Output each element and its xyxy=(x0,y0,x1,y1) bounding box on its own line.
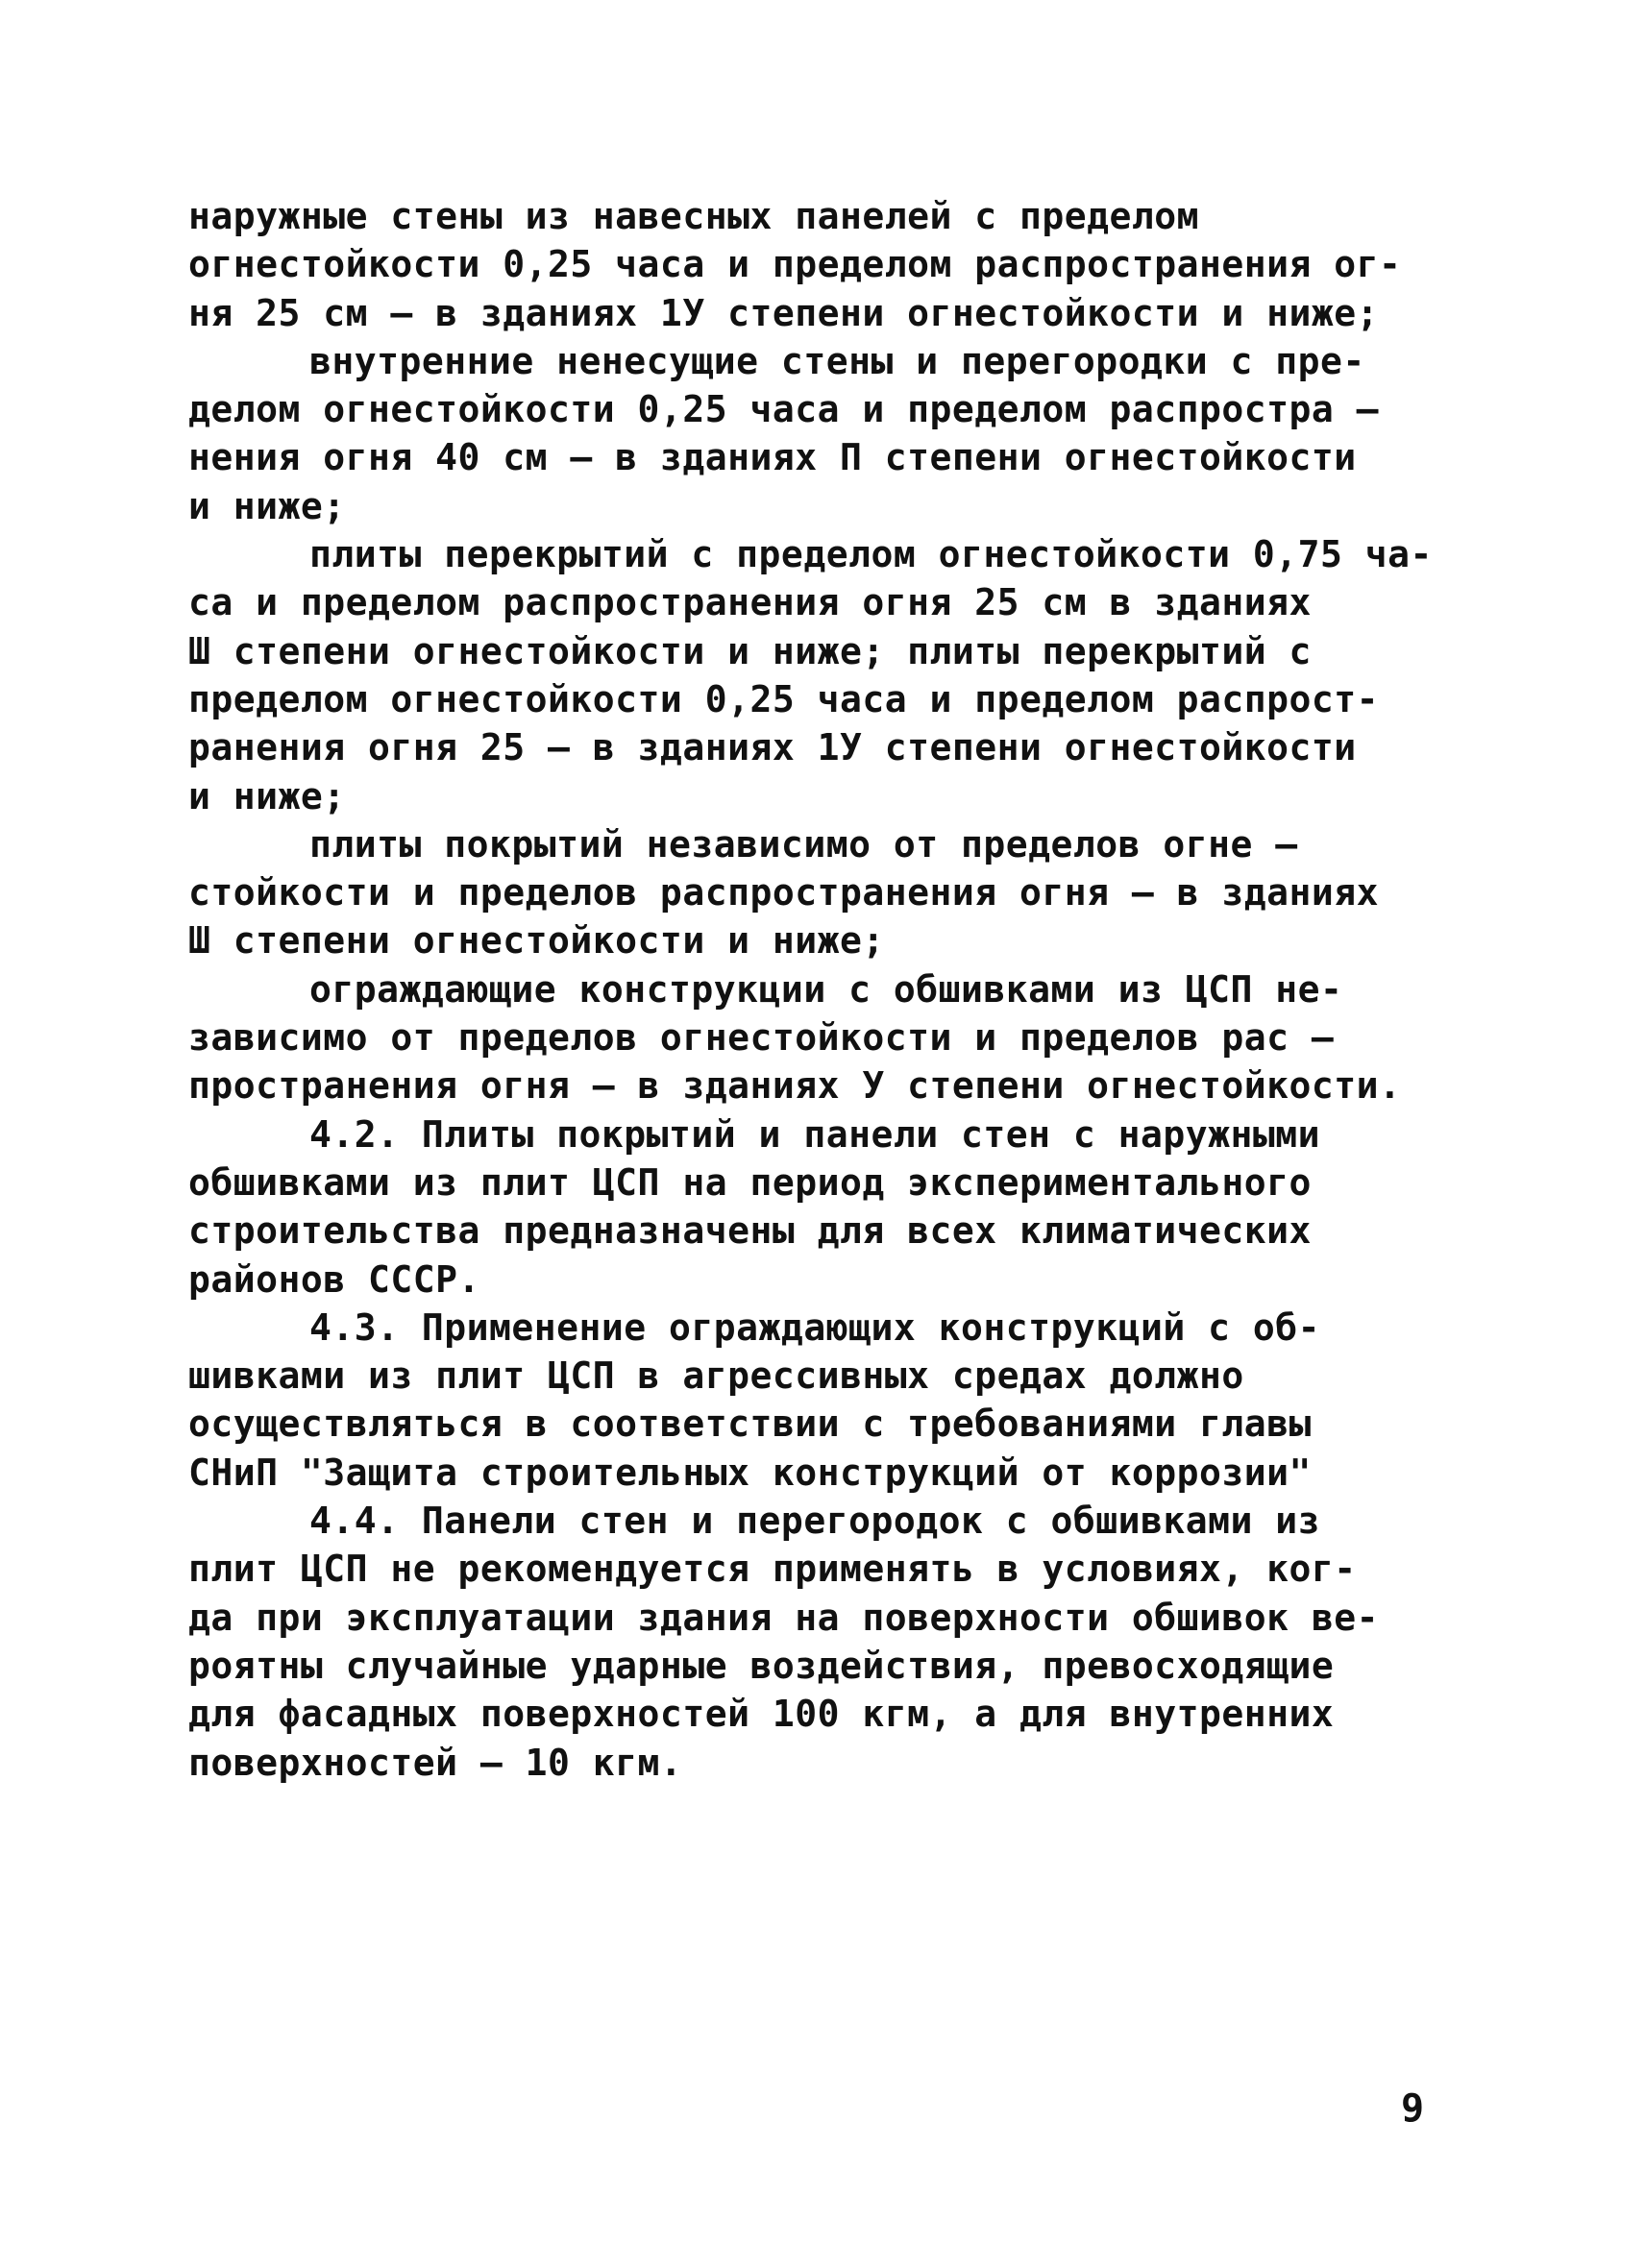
text-line: плиты покрытий независимо от пределов огне – xyxy=(309,822,1298,866)
text-line: осуществляться в соответствии с требованиями главы xyxy=(188,1402,1312,1446)
text-line: плит ЦСП не рекомендуется применять в условиях, ког- xyxy=(188,1548,1357,1591)
text-line: и ниже; xyxy=(188,774,346,817)
text-line: ранения огня 25 – в зданиях 1У степени огнестойкости xyxy=(188,726,1357,769)
text-line: поверхностей – 10 кгм. xyxy=(188,1741,683,1784)
text-line: пространения огня – в зданиях У степени огнестойкости. xyxy=(188,1064,1402,1108)
page-number: 9 xyxy=(1401,2086,1425,2131)
text-line: районов СССР. xyxy=(188,1257,480,1301)
section-4-4-line: 4.4. Панели стен и перегородок с обшивками из xyxy=(309,1500,1321,1543)
text-line: нения огня 40 см – в зданиях П степени огнестойкости xyxy=(188,436,1357,479)
text-line: СНиП "Защита строительных конструкций от коррозии" xyxy=(188,1451,1312,1494)
text-line: внутренние ненесущие стены и перегородки с пре- xyxy=(309,339,1365,382)
text-line: Ш степени огнестойкости и ниже; xyxy=(188,919,885,963)
text-line: роятны случайные ударные воздействия, превосходящие xyxy=(188,1644,1335,1687)
text-line: и ниже; xyxy=(188,484,346,527)
text-line: для фасадных поверхностей 100 кгм, а для внутренних xyxy=(188,1693,1335,1736)
text-line: ня 25 см – в зданиях 1У степени огнестойкости и ниже; xyxy=(188,291,1380,334)
body-text xyxy=(188,192,1457,1787)
text-line: ограждающие конструкции с обшивками из ЦСП не- xyxy=(309,967,1343,1011)
text-line: Ш степени огнестойкости и ниже; плиты перекрытий с xyxy=(188,629,1312,672)
text-line: делом огнестойкости 0,25 часа и пределом распростра – xyxy=(188,388,1380,431)
text-line: огнестойкости 0,25 часа и пределом распространения ог- xyxy=(188,243,1402,286)
text-line: наружные стены из навесных панелей с пределом xyxy=(188,195,1200,237)
text-line: строительства предназначены для всех климатических xyxy=(188,1209,1312,1253)
text-line: пределом огнестойкости 0,25 часа и пределом распрост- xyxy=(188,677,1380,720)
text-line: плиты перекрытий с пределом огнестойкости 0,75 ча- xyxy=(309,533,1433,576)
text-line: са и пределом распространения огня 25 см в зданиях xyxy=(188,581,1312,624)
text-line: шивками из плит ЦСП в агрессивных средах должно xyxy=(188,1354,1244,1398)
text-line: да при эксплуатации здания на поверхности обшивок ве- xyxy=(188,1596,1380,1639)
text-line: зависимо от пределов огнестойкости и пределов рас – xyxy=(188,1016,1335,1060)
text-line: обшивками из плит ЦСП на период экспериментального xyxy=(188,1160,1312,1204)
text-line: стойкости и пределов распространения огня – в зданиях xyxy=(188,871,1380,915)
section-4-2-line: 4.2. Плиты покрытий и панели стен с наружными xyxy=(309,1112,1321,1156)
section-4-3-line: 4.3. Применение ограждающих конструкций с об- xyxy=(309,1305,1321,1349)
